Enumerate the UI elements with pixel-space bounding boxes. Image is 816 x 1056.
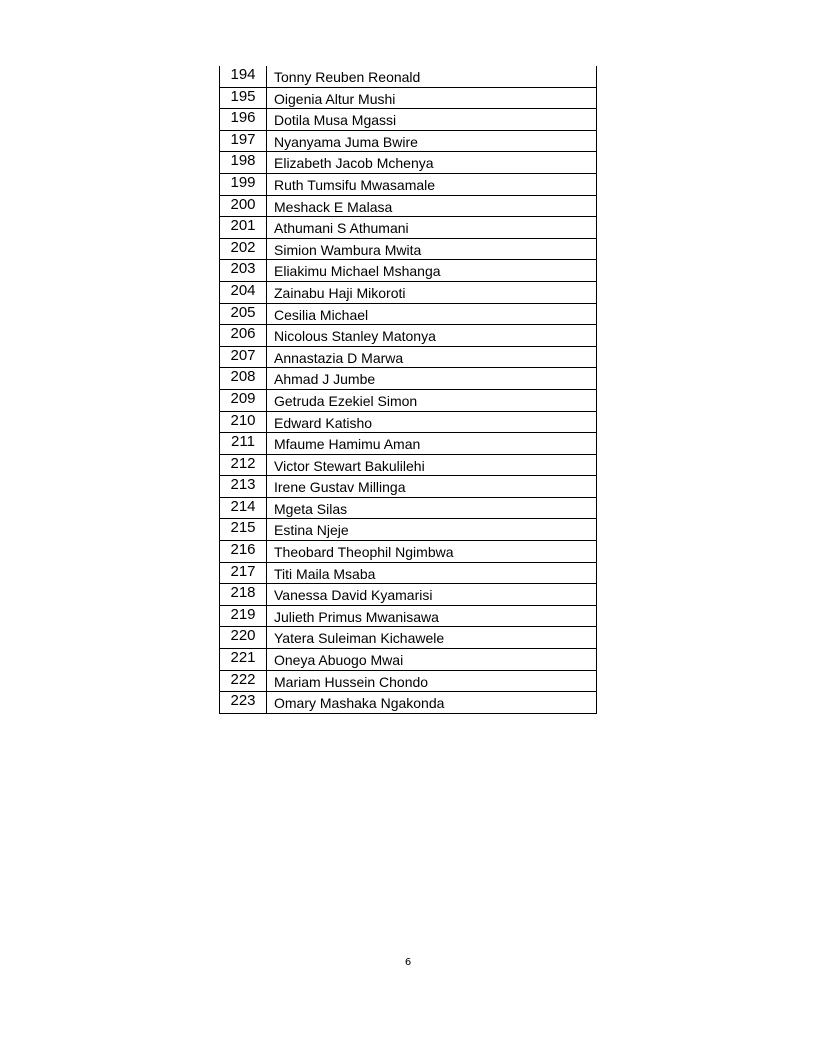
table-row <box>220 195 597 217</box>
table-row <box>220 325 597 347</box>
person-name: Ruth Tumsifu Mwasamale <box>267 173 597 195</box>
person-name: Getruda Ezekiel Simon <box>267 389 597 411</box>
person-name: Zainabu Haji Mikoroti <box>267 281 597 303</box>
person-name: Annastazia D Marwa <box>267 346 597 368</box>
table-row <box>220 562 597 584</box>
person-name: Mfaume Hamimu Aman <box>267 433 597 455</box>
row-number: 215 <box>220 519 267 541</box>
row-number: 195 <box>220 87 267 109</box>
person-name: Tonny Reuben Reonald <box>267 66 597 87</box>
person-name: Nyanyama Juma Bwire <box>267 130 597 152</box>
person-name: Vanessa David Kyamarisi <box>267 584 597 606</box>
person-name: Theobard Theophil Ngimbwa <box>267 541 597 563</box>
person-name: Ahmad J Jumbe <box>267 368 597 390</box>
table-row <box>220 303 597 325</box>
person-name: Titi Maila Msaba <box>267 562 597 584</box>
row-number: 205 <box>220 303 267 325</box>
table-row <box>220 454 597 476</box>
person-name: Yatera Suleiman Kichawele <box>267 627 597 649</box>
row-number: 197 <box>220 130 267 152</box>
table-row <box>220 109 597 131</box>
table-row <box>220 152 597 174</box>
row-number: 219 <box>220 605 267 627</box>
person-name: Cesilia Michael <box>267 303 597 325</box>
names-table-body <box>220 66 597 713</box>
row-number: 203 <box>220 260 267 282</box>
row-number: 207 <box>220 346 267 368</box>
person-name: Mgeta Silas <box>267 497 597 519</box>
row-number: 222 <box>220 670 267 692</box>
row-number: 194 <box>220 66 267 87</box>
row-number: 199 <box>220 173 267 195</box>
row-number: 196 <box>220 109 267 131</box>
person-name: Victor Stewart Bakulilehi <box>267 454 597 476</box>
table-row <box>220 281 597 303</box>
person-name: Julieth Primus Mwanisawa <box>267 605 597 627</box>
row-number: 208 <box>220 368 267 390</box>
page-number: 6 <box>404 957 412 968</box>
table-row <box>220 66 597 87</box>
table-row <box>220 173 597 195</box>
row-number: 221 <box>220 649 267 671</box>
row-number: 216 <box>220 541 267 563</box>
person-name: Edward Katisho <box>267 411 597 433</box>
person-name: Meshack E Malasa <box>267 195 597 217</box>
person-name: Oigenia Altur Mushi <box>267 87 597 109</box>
table-row <box>220 346 597 368</box>
table-row <box>220 605 597 627</box>
person-name: Nicolous Stanley Matonya <box>267 325 597 347</box>
table-row <box>220 217 597 239</box>
person-name: Dotila Musa Mgassi <box>267 109 597 131</box>
person-name: Omary Mashaka Ngakonda <box>267 692 597 714</box>
person-name: Simion Wambura Mwita <box>267 238 597 260</box>
row-number: 204 <box>220 281 267 303</box>
row-number: 212 <box>220 454 267 476</box>
person-name: Eliakimu Michael Mshanga <box>267 260 597 282</box>
row-number: 211 <box>220 433 267 455</box>
person-name: Mariam Hussein Chondo <box>267 670 597 692</box>
table-row <box>220 238 597 260</box>
row-number: 220 <box>220 627 267 649</box>
table-row <box>220 411 597 433</box>
row-number: 200 <box>220 195 267 217</box>
table-row <box>220 476 597 498</box>
row-number: 214 <box>220 497 267 519</box>
row-number: 202 <box>220 238 267 260</box>
row-number: 218 <box>220 584 267 606</box>
table-row <box>220 87 597 109</box>
person-name: Oneya Abuogo Mwai <box>267 649 597 671</box>
table-row <box>220 389 597 411</box>
table-row <box>220 130 597 152</box>
person-name: Estina Njeje <box>267 519 597 541</box>
row-number: 213 <box>220 476 267 498</box>
person-name: Irene Gustav Millinga <box>267 476 597 498</box>
row-number: 223 <box>220 692 267 714</box>
table-row <box>220 541 597 563</box>
table-row <box>220 649 597 671</box>
table-row <box>220 670 597 692</box>
person-name: Athumani S Athumani <box>267 217 597 239</box>
row-number: 209 <box>220 389 267 411</box>
table-row <box>220 627 597 649</box>
table-row <box>220 497 597 519</box>
table-row <box>220 692 597 714</box>
table-row <box>220 584 597 606</box>
table-row <box>220 368 597 390</box>
row-number: 210 <box>220 411 267 433</box>
row-number: 206 <box>220 325 267 347</box>
table-row <box>220 260 597 282</box>
row-number: 201 <box>220 217 267 239</box>
row-number: 217 <box>220 562 267 584</box>
table-row <box>220 433 597 455</box>
row-number: 198 <box>220 152 267 174</box>
names-table <box>219 66 597 714</box>
person-name: Elizabeth Jacob Mchenya <box>267 152 597 174</box>
table-row <box>220 519 597 541</box>
